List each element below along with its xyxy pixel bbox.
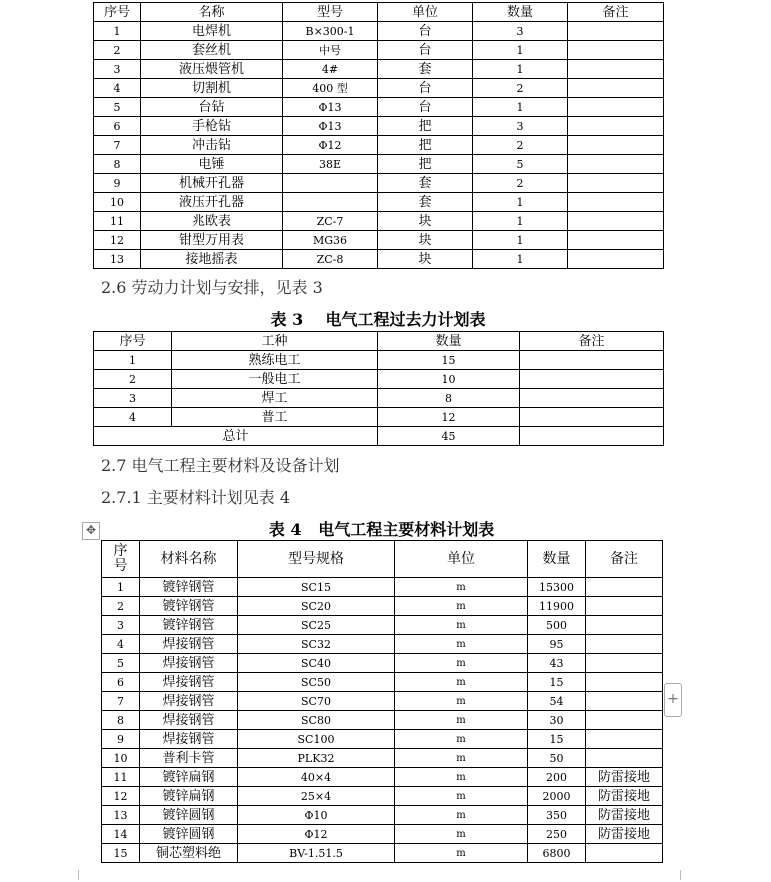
table-cell: 钳型万用表 [141,231,283,250]
table-cell: 2000 [528,787,586,806]
labor-table [93,331,664,446]
table-cell: 冲击钻 [141,136,283,155]
table-cell: 2 [473,174,568,193]
total-label: 总计 [94,427,378,446]
materials-table-body [102,578,663,863]
table-cell: 15 [378,351,520,370]
table-cell: 1 [473,231,568,250]
table-cell [586,597,663,616]
column-header: 型号 [283,3,378,22]
table-cell: 11 [94,212,141,231]
table-cell: 一般电工 [172,370,378,389]
table-cell: m [395,787,528,806]
page-corner-mark [78,870,79,880]
table-cell: 6800 [528,844,586,863]
table-cell: 防雷接地 [586,768,663,787]
table-cell: 3 [473,22,568,41]
table-row [102,616,663,635]
table-cell [586,616,663,635]
table-cell: 2 [473,136,568,155]
column-header: 数量 [528,541,586,578]
table-cell: 9 [102,730,140,749]
table-cell: 台 [378,79,473,98]
table-cell: m [395,654,528,673]
table-cell: 11 [102,768,140,787]
table-cell: SC20 [238,597,395,616]
table-cell: Φ10 [238,806,395,825]
table-cell [568,79,664,98]
table-cell: 10 [102,749,140,768]
table-cell: 10 [378,370,520,389]
table-row [102,787,663,806]
table-cell: 台 [378,22,473,41]
table-cell: 铜芯塑料绝 [140,844,238,863]
table-cell: 中号 [283,41,378,60]
table-cell: 8 [94,155,141,174]
table-cell: 2 [94,41,141,60]
table-cell: 兆欧表 [141,212,283,231]
table-cell: 3 [94,389,172,408]
table-cell: 350 [528,806,586,825]
page-corner-mark [680,870,681,880]
column-header: 单位 [378,3,473,22]
table-cell: 块 [378,250,473,269]
table-cell: 块 [378,212,473,231]
table-cell: 5 [102,654,140,673]
table-cell [283,193,378,212]
table-cell: 40×4 [238,768,395,787]
table-cell: 4# [283,60,378,79]
table-cell: 2 [94,370,172,389]
table-row [102,635,663,654]
table-cell: 焊接钢管 [140,673,238,692]
table-cell: 1 [473,41,568,60]
materials-table [101,540,663,863]
table-cell: 54 [528,692,586,711]
table-header-row [94,332,664,351]
table-cell: 台 [378,98,473,117]
table-cell: 套 [378,193,473,212]
table-cell: m [395,635,528,654]
table-cell: 接地摇表 [141,250,283,269]
table-cell: 3 [94,60,141,79]
table-cell [568,41,664,60]
table-cell [568,155,664,174]
table-cell [586,635,663,654]
table-cell: 焊工 [172,389,378,408]
column-header: 备注 [586,541,663,578]
table-cell [568,117,664,136]
table-cell: 95 [528,635,586,654]
table-cell: SC80 [238,711,395,730]
table-row [102,806,663,825]
table-cell: 2 [102,597,140,616]
column-header: 序号 [94,332,172,351]
table-cell: 200 [528,768,586,787]
table-cell: ZC-7 [283,212,378,231]
table-cell: 500 [528,616,586,635]
table-cell [586,749,663,768]
table-row [102,844,663,863]
table-cell: 400 型 [283,79,378,98]
table-cell [586,844,663,863]
table-cell: 焊接钢管 [140,730,238,749]
table-cell: 1 [473,98,568,117]
column-header: 数量 [378,332,520,351]
table-cell: 38E [283,155,378,174]
column-header: 备注 [520,332,664,351]
table-cell: 2 [473,79,568,98]
table-cell: SC100 [238,730,395,749]
table-cell: m [395,616,528,635]
table-cell: 块 [378,231,473,250]
table-cell: 1 [473,250,568,269]
table-cell: 套 [378,174,473,193]
total-row [94,427,664,446]
table-cell: 8 [378,389,520,408]
table-cell: 台 [378,41,473,60]
table-cell: SC15 [238,578,395,597]
column-header: 序 号 [102,541,140,578]
table-cell: 250 [528,825,586,844]
table-cell: 熟练电工 [172,351,378,370]
table-cell [568,193,664,212]
table-move-icon[interactable]: ✥ [82,522,100,540]
table-cell: 切割机 [141,79,283,98]
total-value: 45 [378,427,520,446]
table-cell: 镀锌扁钢 [140,768,238,787]
table-cell: 5 [94,98,141,117]
table-cell: 焊接钢管 [140,711,238,730]
table-cell: 1 [94,351,172,370]
table-cell: 机械开孔器 [141,174,283,193]
table-cell: 焊接钢管 [140,654,238,673]
table-cell: MG36 [283,231,378,250]
table-cell: 25×4 [238,787,395,806]
table-cell: 5 [473,155,568,174]
table-cell [520,389,664,408]
section-2-7-heading: 2.7 电气工程主要材料及设备计划 [101,456,340,475]
table-cell: 把 [378,136,473,155]
table-cell [586,692,663,711]
table-row [102,768,663,787]
table-cell [520,351,664,370]
table-cell: 1 [94,22,141,41]
table-row [94,22,664,41]
table-cell: Φ12 [283,136,378,155]
table-cell: 防雷接地 [586,806,663,825]
table-header-row [102,541,663,578]
table-cell: 套 [378,60,473,79]
table-cell: m [395,673,528,692]
table-cell: 13 [94,250,141,269]
table-cell: B×300-1 [283,22,378,41]
table-cell [568,136,664,155]
table-cell: 14 [102,825,140,844]
table-row [102,730,663,749]
table-cell: 防雷接地 [586,825,663,844]
table-cell [586,578,663,597]
table-cell: 12 [94,231,141,250]
table-row [94,389,664,408]
table-row [94,408,664,427]
table-cell: m [395,597,528,616]
table-row [94,60,664,79]
table-cell: 6 [102,673,140,692]
table-cell: SC70 [238,692,395,711]
table-cell: 1 [473,193,568,212]
table-row [102,825,663,844]
table-row [102,654,663,673]
table-cell: SC32 [238,635,395,654]
column-header: 材料名称 [140,541,238,578]
table-cell: 电锤 [141,155,283,174]
table-cell: 8 [102,711,140,730]
table-cell [568,22,664,41]
table-row [94,174,664,193]
column-header: 单位 [395,541,528,578]
table-row [102,711,663,730]
table-cell: BV-1.51.5 [238,844,395,863]
table-cell: 防雷接地 [586,787,663,806]
table-cell [568,98,664,117]
table-cell [283,174,378,193]
table-cell: 镀锌圆钢 [140,806,238,825]
table-cell: Φ13 [283,117,378,136]
section-2-6-heading: 2.6 劳动力计划与安排，见表 3 [101,278,323,297]
table-cell [586,654,663,673]
column-header: 备注 [568,3,664,22]
table-cell: 3 [473,117,568,136]
table-cell: 焊接钢管 [140,692,238,711]
table-row [102,692,663,711]
table-cell: 镀锌圆钢 [140,825,238,844]
table-cell: 镀锌钢管 [140,578,238,597]
table-cell: 焊接钢管 [140,635,238,654]
table-cell: 50 [528,749,586,768]
table-cell: 手枪钻 [141,117,283,136]
table-row [94,250,664,269]
add-row-icon[interactable]: + [664,683,682,717]
table-cell: 镀锌钢管 [140,597,238,616]
table-row [94,41,664,60]
column-header: 名称 [141,3,283,22]
table-cell: m [395,825,528,844]
table-cell: 电焊机 [141,22,283,41]
table-cell: 套丝机 [141,41,283,60]
table-row [102,749,663,768]
table-cell: Φ12 [238,825,395,844]
table-cell [520,370,664,389]
labor-table-body [94,351,664,446]
table-row [94,231,664,250]
table-row [102,673,663,692]
table-cell [520,408,664,427]
table-cell: 把 [378,155,473,174]
table-cell [586,711,663,730]
table-cell [568,250,664,269]
table-cell: m [395,806,528,825]
table-cell: 13 [102,806,140,825]
table-cell [586,730,663,749]
table-cell: SC40 [238,654,395,673]
table-cell: m [395,749,528,768]
table-cell: Φ13 [283,98,378,117]
table-row [94,370,664,389]
table-cell [568,174,664,193]
table-cell: 1 [473,212,568,231]
tools-table-body [94,22,664,269]
table-cell: 普工 [172,408,378,427]
table-cell: m [395,768,528,787]
table-cell: 普利卡管 [140,749,238,768]
column-header: 型号规格 [238,541,395,578]
table-cell: 30 [528,711,586,730]
table-cell: 3 [102,616,140,635]
table-cell: 把 [378,117,473,136]
tools-table [93,2,664,269]
table-cell: ZC-8 [283,250,378,269]
table-row [102,578,663,597]
table-row [94,136,664,155]
table-row [94,212,664,231]
section-2-7-1-heading: 2.7.1 主要材料计划见表 4 [101,488,291,507]
table-cell: 15 [102,844,140,863]
table-cell: 4 [102,635,140,654]
table-3-title: 表 3 电气工程过去力计划表 [270,310,486,329]
table-cell: m [395,711,528,730]
table-row [94,351,664,370]
table-cell: 液压煨管机 [141,60,283,79]
table-cell: 台钻 [141,98,283,117]
table-row [94,193,664,212]
table-row [102,597,663,616]
table-row [94,79,664,98]
table-cell: 液压开孔器 [141,193,283,212]
table-cell: m [395,692,528,711]
table-cell: m [395,730,528,749]
table-cell: 15 [528,673,586,692]
table-cell: 1 [102,578,140,597]
table-4-title: 表 4 电气工程主要材料计划表 [268,520,495,539]
table-cell [568,60,664,79]
table-cell: 10 [94,193,141,212]
table-cell [568,231,664,250]
table-cell: 15300 [528,578,586,597]
table-cell [520,427,664,446]
table-cell: SC25 [238,616,395,635]
table-cell: 4 [94,79,141,98]
table-cell: 12 [378,408,520,427]
table-cell: 7 [94,136,141,155]
table-cell: 6 [94,117,141,136]
table-row [94,98,664,117]
table-cell: SC50 [238,673,395,692]
table-cell: m [395,578,528,597]
table-cell [586,673,663,692]
table-cell: 镀锌扁钢 [140,787,238,806]
table-header-row [94,3,664,22]
table-cell: 11900 [528,597,586,616]
table-row [94,155,664,174]
table-cell [568,212,664,231]
column-header: 工种 [172,332,378,351]
column-header: 序号 [94,3,141,22]
table-cell: 12 [102,787,140,806]
table-cell: m [395,844,528,863]
column-header: 数量 [473,3,568,22]
table-cell: 9 [94,174,141,193]
table-cell: 4 [94,408,172,427]
table-cell: 15 [528,730,586,749]
table-cell: 43 [528,654,586,673]
table-cell: PLK32 [238,749,395,768]
table-row [94,117,664,136]
table-cell: 镀锌钢管 [140,616,238,635]
table-cell: 1 [473,60,568,79]
table-cell: 7 [102,692,140,711]
